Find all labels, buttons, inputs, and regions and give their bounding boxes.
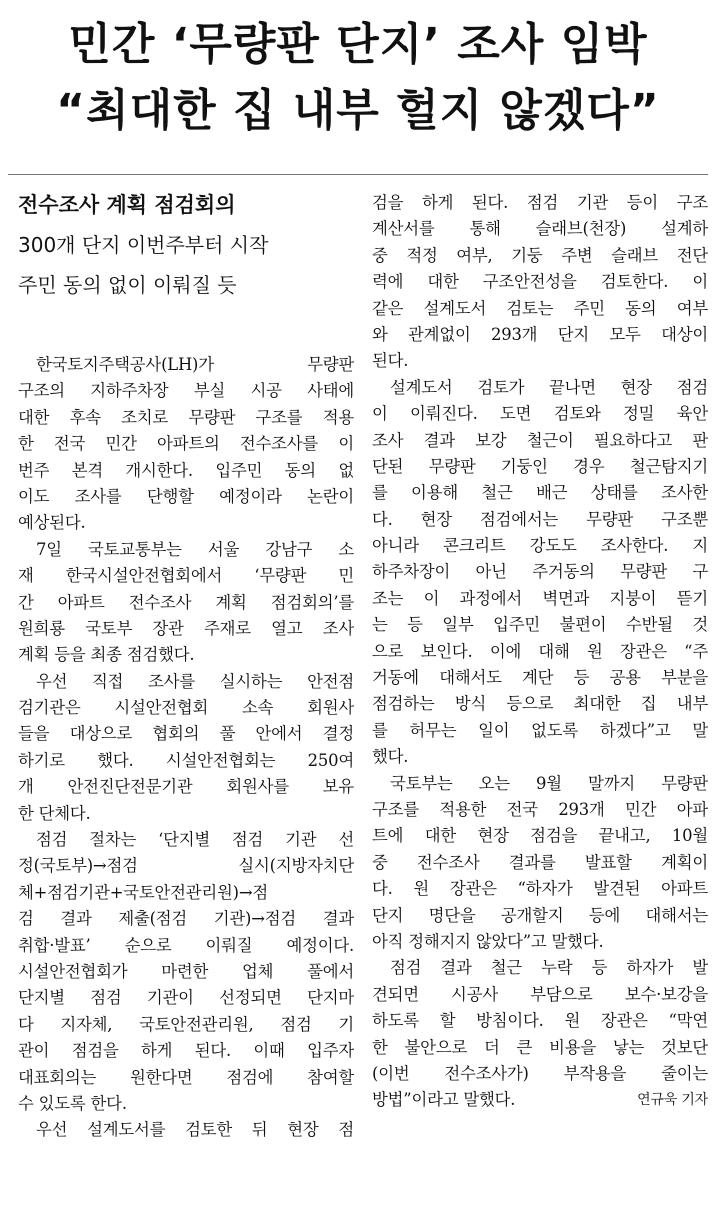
body-line: 를 허무는 일이 없도록 하겠다”고 말 [372, 720, 708, 740]
body-line: 를 이용해 철근 배근 상태를 조사한 [372, 483, 708, 503]
body-line: 관이 점검을 하게 된다. 이때 입주자 [18, 1041, 354, 1061]
body-line: 단된 무량판 기둥인 경우 철근탐지기 [372, 456, 708, 476]
body-line: 수 있도록 한다. [18, 1093, 127, 1113]
body-line: 단지 명단을 공개할지 등에 대해서는 [372, 905, 708, 925]
body-line: 중 적정 여부, 기둥 주변 슬래브 전단 [372, 245, 708, 265]
headline [0, 12, 716, 144]
body-line: 한 전국 민간 아파트의 전수조사를 이 [18, 434, 354, 454]
body-line: 시설안전협회가 마련한 업체 풀에서 [18, 961, 354, 981]
body-line: 중 전수조사 결과를 발표할 계획이 [372, 852, 708, 872]
body-line: 단지별 점검 기관이 선정되면 단지마 [18, 988, 354, 1008]
body-line: 이도 조사를 단행할 예정이라 논란이 [18, 486, 354, 506]
body-line: 들을 대상으로 협회의 풀 안에서 결정 [18, 724, 354, 744]
article-body-left [18, 352, 354, 1144]
body-line: 정(국토부)→점검 실시(지방자치단 [18, 856, 354, 876]
body-line: 하도록 할 방침이다. 원 장관은 “막연 [372, 1011, 708, 1031]
body-line: 국토부는 오는 9월 말까지 무량판 [390, 773, 708, 793]
body-line: 체+점검기관+국토안전관리원)→점 [18, 882, 269, 902]
body-line: 예상된다. [18, 513, 86, 533]
body-line: 조사 결과 보강 철근이 필요하다고 판 [372, 430, 708, 450]
body-line: 7일 국토교통부는 서울 강남구 소 [36, 539, 354, 559]
article-body-right [372, 190, 708, 1114]
headline-line-2: “최대한 집 내부 헐지 않겠다” [56, 85, 660, 136]
body-line: 와 관계없이 293개 단지 모두 대상이 [372, 324, 708, 344]
subheadings [18, 190, 354, 300]
body-line: 대표회의는 원한다면 점검에 참여할 [18, 1067, 354, 1087]
body-line: 했다. [372, 747, 409, 767]
article-column-left [18, 190, 354, 1144]
body-line: 한 불안으로 더 큰 비용을 낳는 것보단 [372, 1037, 708, 1057]
body-line: 설계도서 검토가 끝나면 현장 점검 [390, 377, 708, 397]
body-line: 거동에 대해서도 계단 등 공용 부분을 [372, 668, 708, 688]
body-line: 아직 정해지지 않았다”고 말했다. [372, 931, 604, 951]
body-line: 트에 대한 현장 점검을 끝내고, 10월 [372, 826, 708, 846]
body-line: 계획 등을 최종 점검했다. [18, 645, 195, 665]
body-line: 점검 절차는 ‘단지별 점검 기관 선 [36, 830, 354, 850]
body-line: 검기관은 시설안전협회 소속 회원사 [18, 698, 354, 718]
body-line: 아니라 콘크리트 강도도 조사한다. 지 [372, 536, 708, 556]
body-line: 구조를 적용한 전국 293개 민간 아파 [372, 799, 708, 819]
body-line: 재 한국시설안전협회에서 ‘무량판 민 [18, 566, 354, 586]
body-line: 으로 보인다. 이에 대해 원 장관은 “주 [372, 641, 708, 661]
body-line: 구조의 지하주차장 부실 시공 사태에 [18, 381, 354, 401]
body-line: 개 안전진단전문기관 회원사를 보유 [18, 777, 354, 797]
article-column-right [372, 190, 708, 1114]
body-line: 원희룡 국토부 장관 주재로 열고 조사 [18, 618, 354, 638]
subheading-1: 전수조사 계획 점검회의 [18, 193, 236, 217]
body-line: 한 단체다. [18, 803, 91, 823]
body-line: 력에 대한 구조안전성을 검토한다. 이 [372, 272, 708, 292]
body-line: 번주 본격 개시한다. 입주민 동의 없 [18, 460, 354, 480]
body-line: 점검하는 방식 등으로 최대한 집 내부 [372, 694, 708, 714]
body-line: 는 등 일부 입주민 불편이 수반될 것 [372, 615, 708, 635]
body-line: 검 결과 제출(점검 기관)→점검 결과 [18, 909, 354, 929]
body-line: 다. 원 장관은 “하자가 발견된 아파트 [372, 879, 708, 899]
body-line: 검을 하게 된다. 점검 기관 등이 구조 [372, 193, 708, 212]
body-line: 같은 설계도서 검토는 주민 동의 여부 [372, 298, 708, 318]
body-line-text: 방법”이라고 말했다. [372, 1090, 516, 1110]
body-line: 점검 결과 철근 누락 등 하자가 발 [390, 958, 708, 978]
body-line: 다 지자체, 국토안전관리원, 점검 기 [18, 1014, 354, 1034]
body-line: 다. 현장 점검에서는 무량판 구조뿐 [372, 509, 708, 529]
body-line: 취합·발표’ 순으로 이뤄질 예정이다. [18, 935, 354, 955]
subheading-3: 주민 동의 없이 이뤄질 듯 [18, 273, 237, 297]
body-line: 한국토지주택공사(LH)가 무량판 [36, 355, 354, 374]
body-line: 하기로 했다. 시설안전협회는 250여 [18, 750, 354, 770]
subheading-2: 300개 단지 이번주부터 시작 [18, 233, 269, 257]
body-line: 우선 설계도서를 검토한 뒤 현장 점 [36, 1120, 354, 1140]
body-line: 계산서를 통해 슬래브(천장) 설계하 [372, 219, 708, 239]
headline-divider [8, 174, 708, 175]
headline-line-1: 민간 ‘무량판 단지’ 조사 임박 [68, 19, 648, 70]
body-line: 조는 이 과정에서 벽면과 지붕이 뜯기 [372, 588, 708, 608]
body-line: 된다. [372, 351, 409, 371]
body-line: 견되면 시공사 부담으로 보수·보강을 [372, 984, 708, 1004]
body-line: (이번 전수조사가) 부작용을 줄이는 [372, 1063, 708, 1083]
body-line: 하주차장이 아닌 주거동의 무량판 구 [372, 562, 708, 582]
byline: 연규욱 기자 [637, 1092, 708, 1109]
body-line: 간 아파트 전수조사 계획 점검회의’를 [18, 592, 354, 612]
body-line: 대한 후속 조치로 무량판 구조를 적용 [18, 407, 354, 427]
body-line: 이 이뤄진다. 도면 검토와 정밀 육안 [372, 404, 708, 424]
body-line [372, 1087, 708, 1113]
body-line: 우선 직접 조사를 실시하는 안전점 [36, 671, 354, 691]
